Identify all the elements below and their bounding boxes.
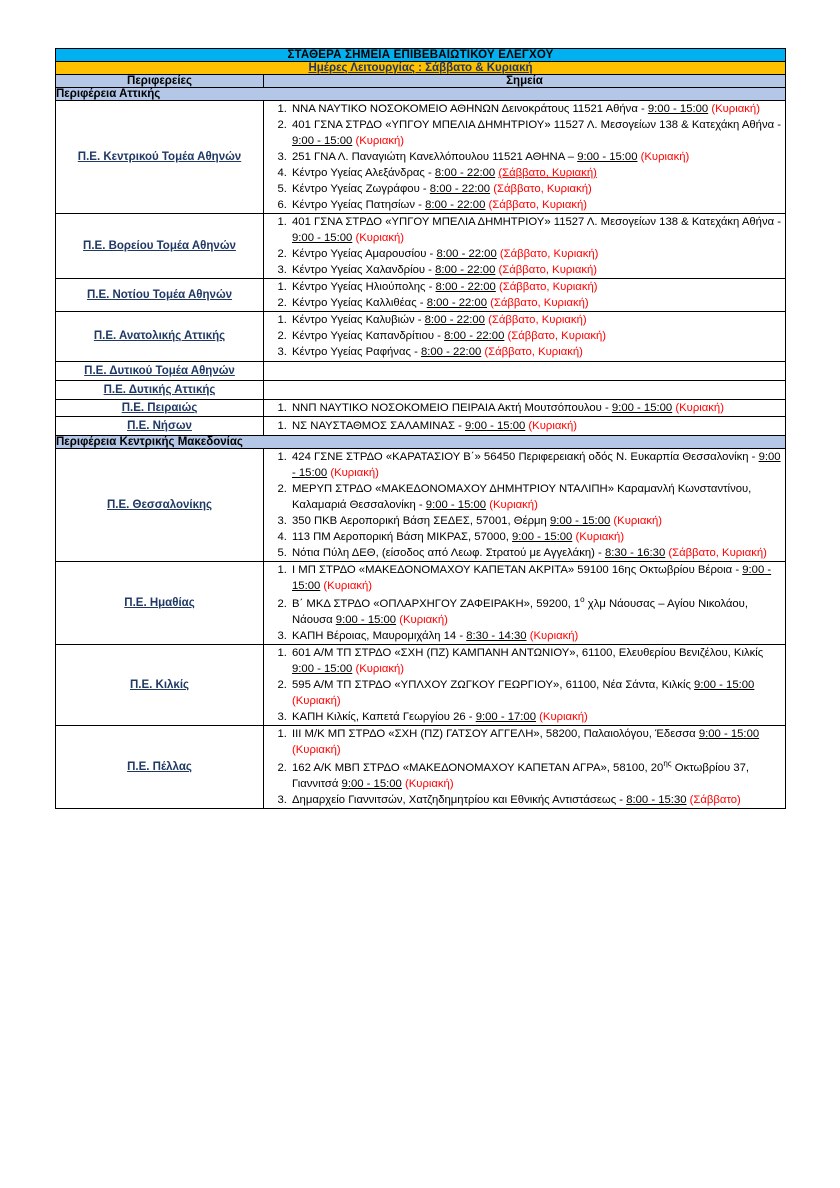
unit-label: Π.Ε. Πειραιώς [121, 401, 198, 414]
table-row [56, 312, 786, 361]
unit-cell-imathias[interactable] [56, 561, 264, 644]
table-row [56, 725, 786, 808]
list-item: 3. ΚΑΠΗ Κιλκίς, Καπετά Γεωργίου 26 - 9:00 - 17:00 (Κυριακή) [290, 709, 785, 725]
list-item: 1. Κέντρο Υγείας Καλυβιών - 8:00 - 22:00 (Σάββατο, Κυριακή) [290, 312, 785, 328]
header-regions: Περιφερείες [56, 75, 264, 88]
list-item: 2. 162 Α/Κ ΜΒΠ ΣΤΡΔΟ «ΜΑΚΕΔΟΝΟΜΑΧΟΥ ΚΑΠΕΤΑΝ ΑΓΡΑ», 58100, $20^{\eta\varsigma}$ Οκτωβρίου 37, Γιαννιτσά 9:00 - 15:00 (Κυριακή) [290, 758, 785, 792]
unit-cell-dytikou-tomea-athinon[interactable] [56, 361, 264, 380]
list-item: 2. 595 Α/Μ ΤΠ ΣΤΡΔΟ «ΥΠΛΧΟΥ ΖΩΓΚΟΥ ΓΕΩΡΓΙΟΥ», 61100, Νέα Σάντα, Κιλκίς 9:00 - 15:00 (Κυριακή) [290, 677, 785, 709]
unit-label: Π.Ε. Ανατολικής Αττικής [93, 330, 226, 343]
confirmation-check-points-table [55, 48, 786, 809]
document-title: ΣΤΑΘΕΡΑ ΣΗΜΕΙΑ ΕΠΙΒΕΒΑΙΩΤΙΚΟΥ ΕΛΕΓΧΟΥ [56, 49, 786, 62]
list-item: 2. Κέντρο Υγείας Καπανδρίτιου - 8:00 - 22:00 (Σάββατο, Κυριακή) [290, 328, 785, 344]
unit-label: Π.Ε. Βορείου Τομέα Αθηνών [83, 240, 236, 253]
unit-label: Π.Ε. Πέλλας [127, 760, 192, 773]
table-row [56, 561, 786, 644]
unit-label: Π.Ε. Νήσων [127, 419, 192, 432]
list-item: 1. Ι ΜΠ ΣΤΡΔΟ «ΜΑΚΕΔΟΝΟΜΑΧΟΥ ΚΑΠΕΤΑΝ ΑΚΡΙΤΑ» 59100 16ης Οκτωβρίου Βέροια - 9:00 - 15:00 (Κυριακή) [290, 562, 785, 594]
unit-cell-thessalonikis[interactable] [56, 448, 264, 561]
table-row [56, 214, 786, 279]
list-item: 1. ΝΣ ΝΑΥΣΤΑΘΜΟΣ ΣΑΛΑΜΙΝΑΣ - 9:00 - 15:00 (Κυριακή) [290, 418, 785, 434]
unit-cell-dytikis-attikis[interactable] [56, 380, 264, 399]
unit-cell-kilkis[interactable] [56, 644, 264, 725]
unit-cell-voreiou-tomea-athinon[interactable] [56, 214, 264, 279]
list-item: 5. Νότια Πύλη ΔΕΘ, (είσοδος από Λεωφ. Στρατού με Αγγελάκη) - 8:30 - 16:30 (Σάββατο, Κυριακή) [290, 545, 785, 561]
region-name-central-macedonia: Περιφέρεια Κεντρικής Μακεδονίας [56, 435, 786, 448]
unit-cell-pellas[interactable] [56, 725, 264, 808]
list-item: 1. Κέντρο Υγείας Ηλιούπολης - 8:00 - 22:00 (Σάββατο, Κυριακή) [290, 279, 785, 295]
operating-days-label: Ημέρες Λειτουργίας : Σάββατο & Κυριακή [308, 62, 533, 74]
header-points: Σημεία [264, 75, 786, 88]
table-row [56, 644, 786, 725]
points-cell-kentrikou-tomea-athinon [264, 101, 786, 214]
region-group-central-macedonia [56, 435, 786, 448]
list-item: 3. 251 ΓΝΑ Λ. Παναγιώτη Κανελλόπουλου 11521 ΑΘΗΝΑ – 9:00 - 15:00 (Κυριακή) [290, 149, 785, 165]
points-cell-dytikou-tomea-athinon [264, 361, 786, 380]
unit-label: Π.Ε. Θεσσαλονίκης [106, 498, 213, 511]
unit-label: Π.Ε. Δυτικής Αττικής [103, 383, 216, 396]
table-row [56, 101, 786, 214]
points-cell-kilkis [264, 644, 786, 725]
points-cell-imathias [264, 561, 786, 644]
list-item: 3. Κέντρο Υγείας Χαλανδρίου - 8:00 - 22:00 (Σάββατο, Κυριακή) [290, 262, 785, 278]
list-item: 6. Κέντρο Υγείας Πατησίων - 8:00 - 22:00 (Σάββατο, Κυριακή) [290, 197, 785, 213]
table-row [56, 361, 786, 380]
list-item: 3. 350 ΠΚΒ Αεροπορική Βάση ΣΕΔΕΣ, 57001, Θέρμη 9:00 - 15:00 (Κυριακή) [290, 513, 785, 529]
list-item: 4. 113 ΠΜ Αεροπορική Βάση ΜΙΚΡΑΣ, 57000, 9:00 - 15:00 (Κυριακή) [290, 529, 785, 545]
list-item: 1. 601 Α/Μ ΤΠ ΣΤΡΔΟ «ΣΧΗ (ΠΖ) ΚΑΜΠΑΝΗ ΑΝΤΩΝΙΟΥ», 61100, Ελευθερίου Βενιζέλου, Κιλκίς 9:00 - 15:00 (Κυριακή) [290, 645, 785, 677]
unit-cell-peiraios[interactable] [56, 399, 264, 416]
list-item: 1. 424 ΓΣΝΕ ΣΤΡΔΟ «ΚΑΡΑΤΑΣΙΟΥ Β΄» 56450 Περιφερειακή οδός Ν. Ευκαρπία Θεσσαλονίκη - 9:00 - 15:00 (Κυριακή) [290, 449, 785, 481]
list-item: 2. Κέντρο Υγείας Καλλιθέας - 8:00 - 22:00 (Σάββατο, Κυριακή) [290, 295, 785, 311]
list-item: 2. Β΄ ΜΚΔ ΣΤΡΔΟ «ΟΠΛΑΡΧΗΓΟΥ ΖΑΦΕΙΡΑΚΗ», 59200, $1^o$ χλμ Νάουσας – Αγίου Νικολάου, Νάουσα 9:00 - 15:00 (Κυριακή) [290, 594, 785, 628]
list-item: 1. ΝΝΠ ΝΑΥΤΙΚΟ ΝΟΣΟΚΟΜΕΙΟ ΠΕΙΡΑΙΑ Ακτή Μουτσόπουλου - 9:00 - 15:00 (Κυριακή) [290, 400, 785, 416]
list-item: 4. Κέντρο Υγείας Αλεξάνδρας - 8:00 - 22:00 (Σάββατο, Κυριακή) [290, 165, 785, 181]
list-item: 2. Κέντρο Υγείας Αμαρουσίου - 8:00 - 22:00 (Σάββατο, Κυριακή) [290, 246, 785, 262]
region-name-attica: Περιφέρεια Αττικής [56, 88, 786, 101]
unit-label: Π.Ε. Ημαθίας [124, 596, 195, 609]
points-cell-peiraios [264, 399, 786, 416]
table-row [56, 416, 786, 435]
table-row [56, 380, 786, 399]
points-cell-dytikis-attikis [264, 380, 786, 399]
unit-cell-kentrikou-tomea-athinon[interactable] [56, 101, 264, 214]
list-item: 2. 401 ΓΣΝΑ ΣΤΡΔΟ «ΥΠΓΟΥ ΜΠΕΛΙΑ ΔΗΜΗΤΡΙΟΥ» 11527 Λ. Μεσογείων 138 & Κατεχάκη Αθήνα - 9:00 - 15:00 (Κυριακή) [290, 117, 785, 149]
list-item: 5. Κέντρο Υγείας Ζωγράφου - 8:00 - 22:00 (Σάββατο, Κυριακή) [290, 181, 785, 197]
list-item: 3. Κέντρο Υγείας Ραφήνας - 8:00 - 22:00 (Σάββατο, Κυριακή) [290, 344, 785, 360]
table-row [56, 279, 786, 312]
points-cell-notiou-tomea-athinon [264, 279, 786, 312]
operating-days-cell [56, 62, 786, 75]
table-days-row [56, 62, 786, 75]
list-item: 3. ΚΑΠΗ Βέροιας, Μαυρομιχάλη 14 - 8:30 - 14:30 (Κυριακή) [290, 628, 785, 644]
list-item: 3. Δημαρχείο Γιαννιτσών, Χατζηδημητρίου και Εθνικής Αντιστάσεως - 8:00 - 15:30 (Σάββατο) [290, 792, 785, 808]
list-item: 1. 401 ΓΣΝΑ ΣΤΡΔΟ «ΥΠΓΟΥ ΜΠΕΛΙΑ ΔΗΜΗΤΡΙΟΥ» 11527 Λ. Μεσογείων 138 & Κατεχάκη Αθήνα - 9:00 - 15:00 (Κυριακή) [290, 214, 785, 246]
unit-cell-notiou-tomea-athinon[interactable] [56, 279, 264, 312]
unit-cell-anatolikis-attikis[interactable] [56, 312, 264, 361]
table-header-row [56, 75, 786, 88]
points-cell-nison [264, 416, 786, 435]
region-group-attica [56, 88, 786, 101]
unit-cell-nison[interactable] [56, 416, 264, 435]
table-title-row [56, 49, 786, 62]
unit-label: Π.Ε. Δυτικού Τομέα Αθηνών [84, 364, 235, 377]
points-cell-thessalonikis [264, 448, 786, 561]
points-cell-voreiou-tomea-athinon [264, 214, 786, 279]
unit-label: Π.Ε. Κιλκίς [129, 678, 190, 691]
table-row [56, 399, 786, 416]
points-cell-anatolikis-attikis [264, 312, 786, 361]
unit-label: Π.Ε. Κεντρικού Τομέα Αθηνών [77, 151, 242, 164]
list-item: 2. ΜΕΡΥΠ ΣΤΡΔΟ «ΜΑΚΕΔΟΝΟΜΑΧΟΥ ΔΗΜΗΤΡΙΟΥ ΝΤΑΛΙΠΗ» Καραμανλή Κωνσταντίνου, Καλαμαριά Θεσσαλονίκη - 9:00 - 15:00 (Κυριακή) [290, 481, 785, 513]
list-item: 1. ΝΝΑ ΝΑΥΤΙΚΟ ΝΟΣΟΚΟΜΕΙΟ ΑΘΗΝΩΝ Δεινοκράτους 11521 Αθήνα - 9:00 - 15:00 (Κυριακή) [290, 101, 785, 117]
table-row [56, 448, 786, 561]
list-item: 1. ΙΙΙ Μ/Κ ΜΠ ΣΤΡΔΟ «ΣΧΗ (ΠΖ) ΓΑΤΣΟΥ ΑΓΓΕΛΗ», 58200, Παλαιολόγου, Έδεσσα 9:00 - 15:00 (Κυριακή) [290, 726, 785, 758]
points-cell-pellas [264, 725, 786, 808]
unit-label: Π.Ε. Νοτίου Τομέα Αθηνών [86, 289, 233, 302]
